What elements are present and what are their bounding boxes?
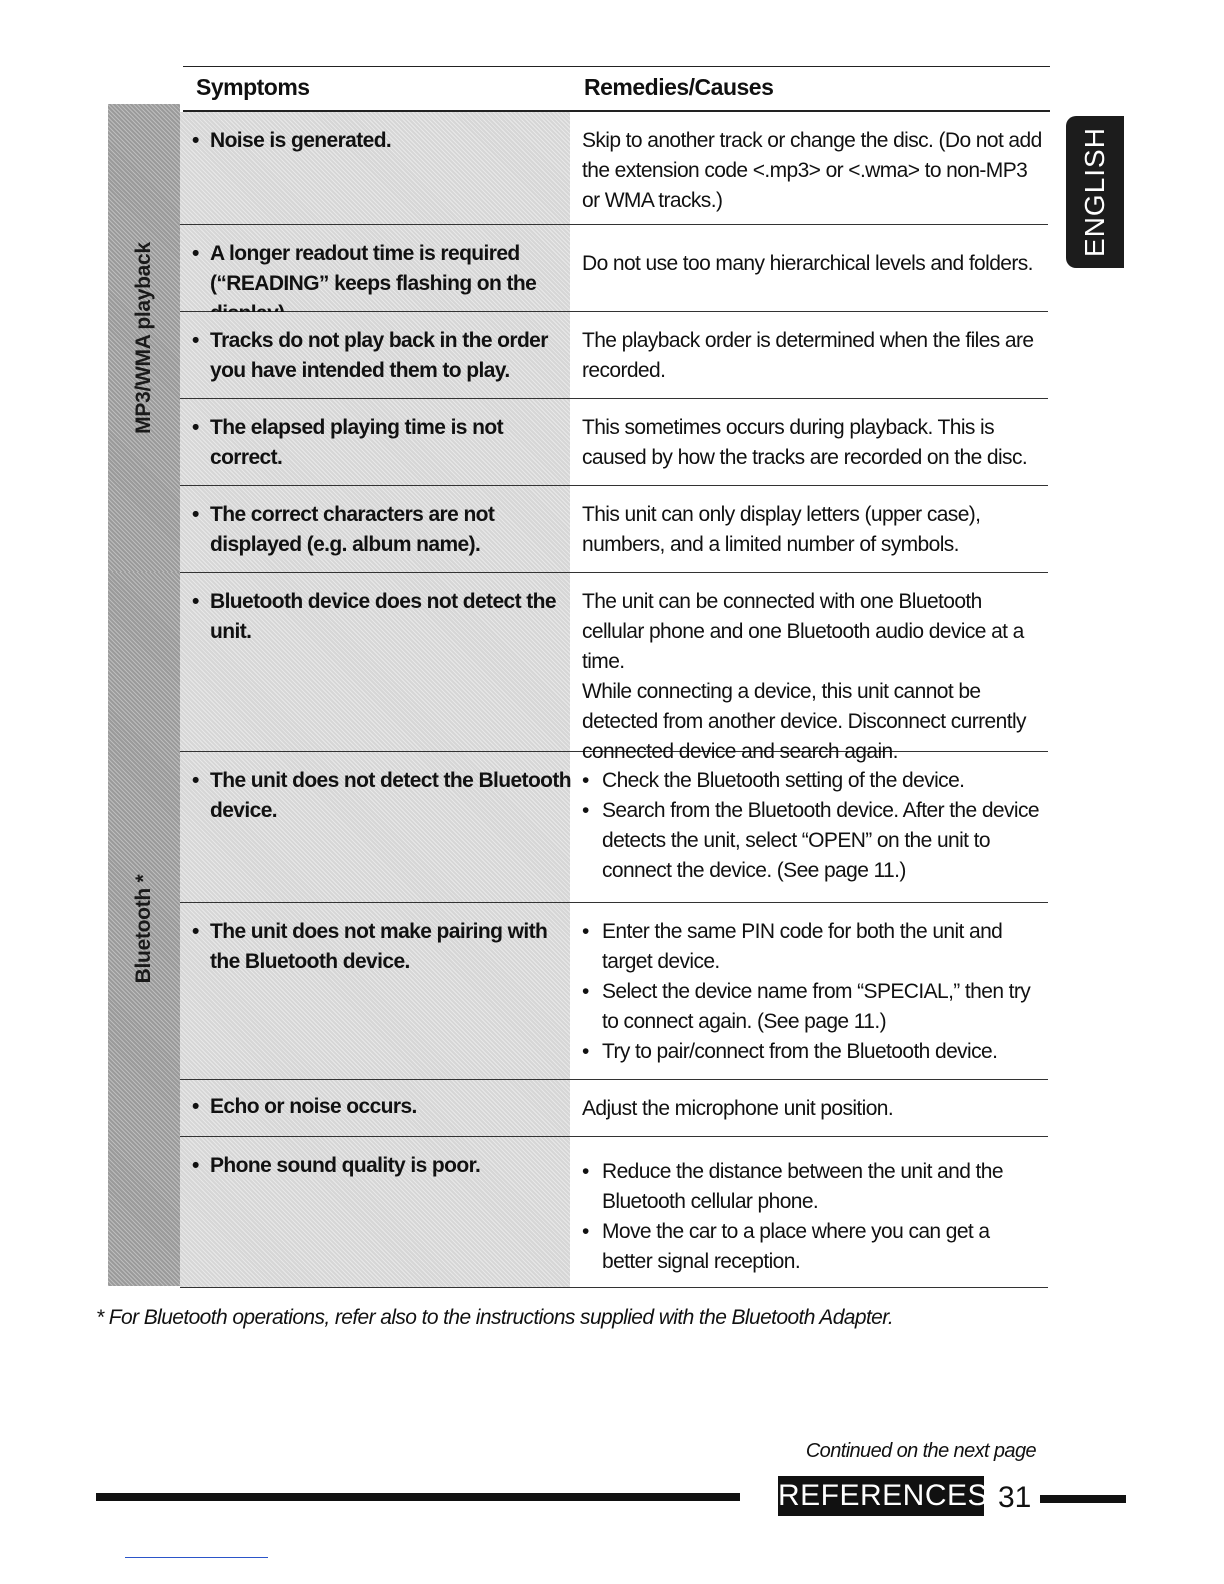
bottom-rule bbox=[125, 1557, 268, 1558]
remedy-bullet: • Select the device name from “SPECIAL,” then try to connect again. (See page 11.) bbox=[582, 977, 1042, 1037]
table-row bbox=[180, 1080, 1048, 1137]
language-tab-label: ENGLISH bbox=[1079, 127, 1110, 257]
table-row bbox=[180, 225, 1048, 312]
section-bar-bluetooth bbox=[108, 572, 180, 1286]
remedy-cell bbox=[582, 1094, 1042, 1124]
symptom-text: • A longer readout time is required (“READING” keeps flashing on the bbox=[192, 239, 580, 329]
remedy-text: While connecting a device, this unit cannot be detected from another device. Disconnect currently connected device and search again. bbox=[582, 680, 1026, 763]
remedy-bullet: • Try to pair/connect from the Bluetooth device. bbox=[582, 1037, 1042, 1067]
remedies-header: Remedies/Causes bbox=[584, 74, 774, 100]
symptom-cell bbox=[180, 225, 570, 311]
table-row bbox=[180, 112, 1048, 225]
remedy-cell bbox=[582, 126, 1042, 216]
language-tab bbox=[1066, 116, 1124, 268]
remedy-bullet: • Check the Bluetooth setting of the device. bbox=[582, 766, 1042, 796]
table-row bbox=[180, 312, 1048, 399]
remedy-bullet: • Reduce the distance between the unit and the Bluetooth cellular phone. bbox=[582, 1157, 1042, 1217]
remedy-bullet: • Search from the Bluetooth device. After the device detects the unit, select “OPEN” on the unit to connect the device. (See page 11.) bbox=[582, 796, 1042, 886]
continued-note: Continued on the next page bbox=[805, 1440, 1036, 1462]
symptom-cell bbox=[180, 1137, 570, 1287]
remedy-list bbox=[582, 917, 1042, 1067]
symptom-cell bbox=[180, 486, 570, 572]
section-label-bluetooth: Bluetooth * bbox=[132, 874, 155, 984]
symptom-text: • The unit does not detect the Bluetooth device. bbox=[192, 766, 580, 826]
symptom-cell bbox=[180, 399, 570, 485]
remedy-text: Do not use too many hierarchical levels and folders. bbox=[582, 252, 1033, 275]
footer-bar-left bbox=[96, 1493, 740, 1501]
remedy-cell bbox=[582, 326, 1042, 386]
section-label-mp3-wma: MP3/WMA playback bbox=[132, 242, 155, 434]
remedy-text: The unit can be connected with one Bluetooth cellular phone and one Bluetooth audio device at a time. bbox=[582, 590, 1024, 673]
table-row bbox=[180, 1137, 1048, 1288]
remedy-text: The playback order is determined when the files are recorded. bbox=[582, 329, 1034, 382]
remedy-bullet: • Move the car to a place where you can get a better signal reception. bbox=[582, 1217, 1042, 1277]
symptom-text: • The elapsed playing time is not correct. bbox=[192, 413, 580, 473]
symptoms-header: Symptoms bbox=[196, 74, 310, 100]
remedy-text: Skip to another track or change the disc. (Do not add the extension code <.mp3> or <.wma> to non-MP3 or WMA tracks.) bbox=[582, 129, 1042, 212]
page-number: 31 bbox=[998, 1481, 1032, 1514]
table-row bbox=[180, 573, 1048, 763]
remedy-text: This sometimes occurs during playback. This is caused by how the tracks are recorded on the disc. bbox=[582, 416, 1028, 469]
remedy-bullet: • Enter the same PIN code for both the unit and target device. bbox=[582, 917, 1042, 977]
table-row bbox=[180, 486, 1048, 573]
remedy-cell bbox=[582, 413, 1042, 473]
symptom-cell bbox=[180, 903, 570, 1079]
remedy-cell bbox=[582, 766, 1042, 886]
remedy-cell bbox=[582, 1157, 1042, 1277]
remedy-cell bbox=[582, 249, 1042, 279]
remedy-cell bbox=[582, 500, 1042, 560]
symptom-text: • Noise is generated. bbox=[192, 126, 580, 156]
symptom-text: • Echo or noise occurs. bbox=[192, 1092, 580, 1122]
symptom-cell bbox=[180, 573, 570, 751]
remedy-list bbox=[582, 1157, 1042, 1277]
footer-bar-right bbox=[1040, 1495, 1126, 1503]
table-row bbox=[180, 903, 1048, 1080]
symptom-cell bbox=[180, 752, 570, 902]
remedy-cell bbox=[582, 917, 1042, 1067]
remedy-text: Adjust the microphone unit position. bbox=[582, 1097, 894, 1120]
table-row bbox=[180, 399, 1048, 486]
remedy-list bbox=[582, 766, 1042, 886]
symptom-text: • The correct characters are not displayed (e.g. album name). bbox=[192, 500, 580, 560]
symptom-text: • Bluetooth device does not detect the unit. bbox=[192, 587, 580, 647]
table-row bbox=[180, 752, 1048, 903]
remedy-text: This unit can only display letters (upper case), numbers, and a limited number of symbols. bbox=[582, 503, 981, 556]
section-tab: REFERENCES bbox=[778, 1476, 984, 1516]
symptom-cell bbox=[180, 1080, 570, 1136]
symptom-cell bbox=[180, 312, 570, 398]
symptom-text: • The unit does not make pairing with the Bluetooth device. bbox=[192, 917, 580, 977]
remedy-cell bbox=[582, 587, 1042, 767]
top-rule bbox=[183, 66, 1050, 67]
symptom-cell bbox=[180, 112, 570, 224]
footnote: * For Bluetooth operations, refer also to the instructions supplied with the Bluetooth Adapter. bbox=[96, 1306, 894, 1329]
symptom-text: • Phone sound quality is poor. bbox=[192, 1151, 580, 1181]
symptom-text: • Tracks do not play back in the order you have intended them to play. bbox=[192, 326, 580, 386]
section-bar-mp3-wma bbox=[108, 104, 180, 572]
